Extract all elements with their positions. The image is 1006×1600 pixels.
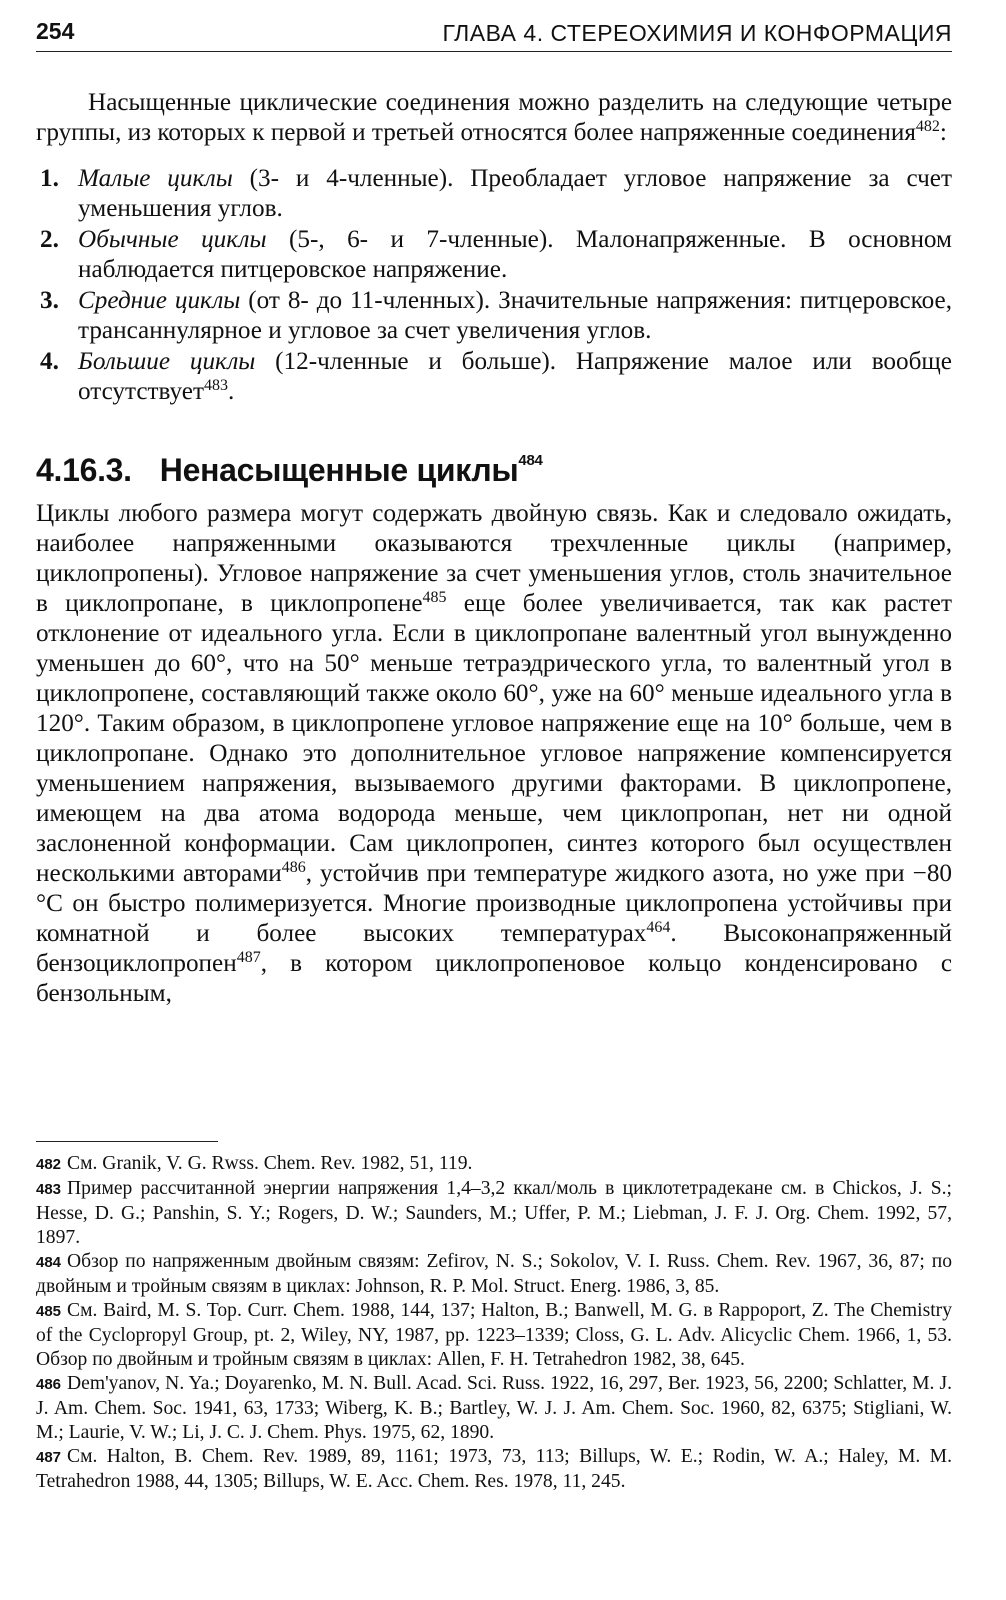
chapter-title: ГЛАВА 4. СТЕРЕОХИМИЯ И КОНФОРМАЦИЯ bbox=[442, 20, 952, 46]
footnote-ref[interactable]: 482 bbox=[915, 118, 940, 135]
paragraph-text: , устойчив при температуре жидкого азота, но уже при −80 °C он быстро полимеризуется. Многие производные циклопропена устойчивы при комнатной и более высоких температурах bbox=[36, 860, 953, 947]
paragraph-text: , в котором циклопропеновое кольцо конденсировано с бензольным, bbox=[36, 950, 952, 1007]
list-item-term: Малые циклы bbox=[78, 165, 233, 192]
footnote-rule bbox=[36, 1141, 218, 1142]
footnote bbox=[36, 1152, 952, 1177]
footnote-text: См. Baird, M. S. Top. Curr. Chem. 1988, 144, 137; Halton, B.; Banwell, M. G. в Rappoport, Z. The Chemistry of the Cyclopropyl Group, pt. 2, Wiley, NY, 1987, pp. 1223–1339; Closs, G. L. Adv. Alicyclic Chem. 1966, 1, 53. Обзор по двойным и тройным связям в циклах: Allen, F. H. Tetrahedron 1982, 38, 645. bbox=[36, 1300, 952, 1370]
section-number: 4.16.3. bbox=[36, 452, 132, 488]
list-item-text: (3- и 4-членные). Преобладает угловое напряжение за счет уменьшения углов. bbox=[78, 165, 952, 222]
section-title: Ненасыщенные циклы bbox=[159, 452, 519, 488]
footnote bbox=[36, 1372, 952, 1445]
list-item bbox=[36, 286, 952, 346]
footnote-text: Dem'yanov, N. Ya.; Doyarenko, M. N. Bull. Acad. Sci. Russ. 1922, 16, 297, Ber. 1923, 56, 2200; Schlatter, M. J. J. Am. Chem. Soc. 1941, 63, 1733; Wiberg, K. B.; Bartley, W. J. J. Am. Chem. Soc. 1960, 82, 6375; Stigliani, W. M.; Laurie, V. W.; Li, J. C. J. Chem. Phys. 1975, 62, 1890. bbox=[36, 1373, 952, 1443]
list-item-term: Большие циклы bbox=[78, 348, 256, 375]
intro-paragraph bbox=[36, 88, 952, 148]
list-item-text: (5-, 6- и 7-членные). Малонапряженные. В основном наблюдается питцеровское напряжение. bbox=[78, 226, 952, 283]
footnote-text: См. Halton, B. Chem. Rev. 1989, 89, 1161; 1973, 73, 113; Billups, W. E.; Rodin, W. A.; Haley, M. M. Tetrahedron 1988, 44, 1305; Billups, W. E. Acc. Chem. Res. 1978, 11, 245. bbox=[36, 1446, 952, 1492]
list-item-tail: . bbox=[228, 378, 235, 405]
footnote-ref[interactable]: 484 bbox=[518, 452, 543, 469]
footnote-ref[interactable]: 486 bbox=[281, 859, 306, 876]
paragraph-text: . Высоконапряженный бензоциклопропен bbox=[36, 920, 952, 977]
footnote bbox=[36, 1177, 952, 1250]
footnote-number: 483 bbox=[36, 1181, 62, 1198]
footnote bbox=[36, 1445, 952, 1494]
intro-tail: : bbox=[939, 119, 947, 146]
footnote bbox=[36, 1250, 952, 1299]
list-item-term: Средние циклы bbox=[78, 287, 241, 314]
footnote-number: 485 bbox=[36, 1303, 62, 1320]
list-item bbox=[36, 164, 952, 224]
list-item-number: 1. bbox=[40, 165, 59, 192]
footnote-text: Обзор по напряженным двойным связям: Zefirov, N. S.; Sokolov, V. I. Russ. Chem. Rev. 1967, 36, 87; по двойным и тройным связям в циклах: Johnson, R. P. Mol. Struct. Energ. 1986, 3, 85. bbox=[36, 1251, 952, 1297]
footnote-text: См. Granik, V. G. Rwss. Chem. Rev. 1982, 51, 119. bbox=[67, 1153, 473, 1174]
paragraph-text: еще более увеличивается, так как растет отклонение от идеального угла. Если в циклопропане валентный угол вынужденно уменьшен до 60°, что на 50° меньше тетраэдрического угла, то валентный угол в циклопропене, составляющий также около 60°, уже на 60° меньше идеального угла в 120°. Таким образом, в циклопропене угловое напряжение еще на 10° больше, чем в циклопропане. Однако это дополнительное угловое напряжение компенсируется уменьшением напряжения, вызываемого другими факторами. В циклопропене, имеющем на два атома водорода меньше, чем циклопропан, нет ни одной заслоненной конформации. Сам циклопропен, синтез которого был осуществлен несколькими авторами bbox=[36, 590, 952, 887]
header-rule bbox=[36, 51, 952, 52]
footnote-number: 486 bbox=[36, 1376, 62, 1393]
footnote-ref[interactable]: 464 bbox=[646, 919, 671, 936]
footnote-number: 484 bbox=[36, 1254, 62, 1271]
list-item-text: (12-членные и больше). Напряжение малое или вообще отсутствует bbox=[78, 348, 952, 405]
list-item bbox=[36, 347, 952, 407]
list-item-number: 2. bbox=[40, 226, 59, 253]
list-item-term: Обычные циклы bbox=[78, 226, 267, 253]
footnote-number: 487 bbox=[36, 1449, 62, 1466]
footnotes bbox=[36, 1152, 952, 1494]
list-item bbox=[36, 225, 952, 285]
ring-groups-list bbox=[36, 164, 952, 407]
footnote-ref[interactable]: 485 bbox=[422, 589, 447, 606]
list-item-text: (от 8- до 11-членных). Значительные напряжения: питцеровское, трансаннулярное и угловое за счет увеличения углов. bbox=[78, 287, 952, 344]
footnote-ref[interactable]: 487 bbox=[236, 949, 261, 966]
list-item-number: 3. bbox=[40, 287, 59, 314]
section-heading bbox=[36, 451, 952, 489]
footnote bbox=[36, 1299, 952, 1372]
page-body bbox=[36, 88, 952, 1009]
footnote-ref[interactable]: 483 bbox=[204, 377, 228, 394]
page-header bbox=[36, 14, 952, 50]
paragraph-text: Циклы любого размера могут содержать двойную связь. Как и следовало ожидать, наиболее напряженными оказываются трехчленные циклы (например, циклопропены). Угловое напряжение за счет уменьшения углов, столь значительное в циклопропане, в циклопропене bbox=[36, 500, 952, 617]
section-paragraph bbox=[36, 499, 952, 1009]
footnote-text: Пример рассчитанной энергии напряжения 1,4–3,2 ккал/моль в циклотетрадекане см. в Chickos, J. S.; Hesse, D. G.; Panshin, S. Y.; Rogers, D. W.; Saunders, M.; Uffer, P. M.; Liebman, J. F. J. Org. Chem. 1992, 57, 1897. bbox=[36, 1178, 952, 1248]
intro-text: Насыщенные циклические соединения можно разделить на следующие четыре группы, из которых к первой и третьей относятся более напряженные соединения bbox=[36, 89, 952, 146]
list-item-number: 4. bbox=[40, 348, 59, 375]
footnote-number: 482 bbox=[36, 1156, 62, 1173]
page-number: 254 bbox=[36, 18, 75, 44]
